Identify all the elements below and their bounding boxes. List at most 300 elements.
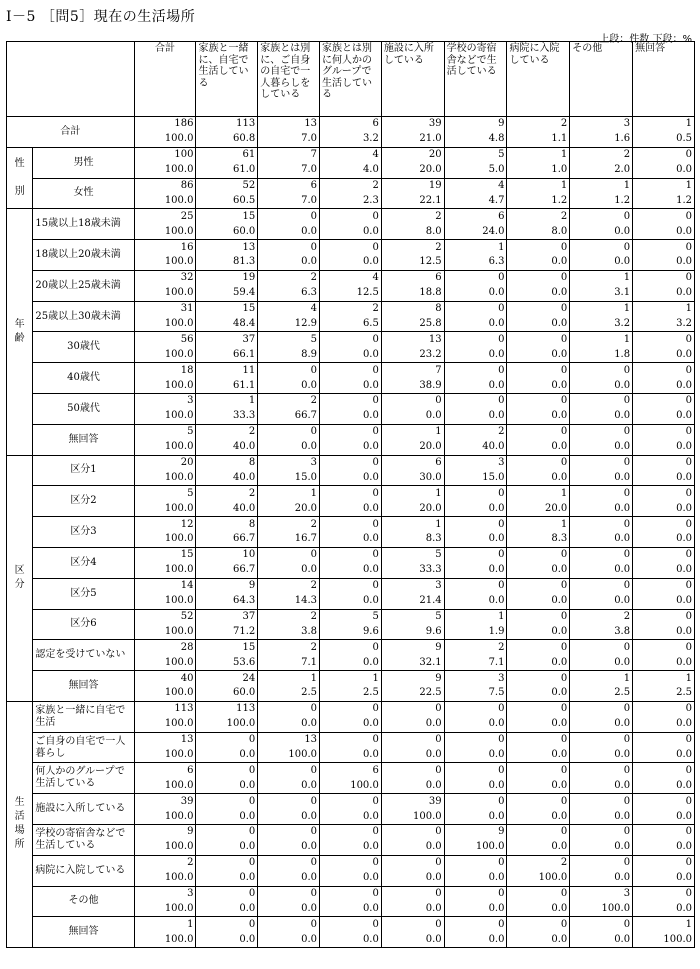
column-header: 無回答 (633, 42, 695, 117)
count-cell: 0 (570, 578, 633, 593)
percent-cell: 18.8 (381, 286, 444, 301)
percent-cell: 1.2 (633, 193, 695, 208)
count-cell: 0 (570, 394, 633, 409)
percent-cell: 7.1 (444, 655, 507, 670)
percent-cell: 0.0 (320, 224, 382, 239)
percent-cell: 33.3 (196, 409, 258, 424)
percent-cell: 9.6 (381, 624, 444, 639)
count-cell: 16 (134, 240, 196, 255)
percent-cell: 0.0 (507, 778, 570, 793)
percent-cell: 0.0 (196, 840, 258, 855)
count-cell: 0 (320, 394, 382, 409)
count-cell: 0 (633, 147, 695, 162)
percent-cell: 0.0 (570, 409, 633, 424)
column-header: その他 (570, 42, 633, 117)
count-cell: 0 (381, 732, 444, 747)
count-cell: 0 (633, 270, 695, 285)
percent-cell: 12.5 (320, 286, 382, 301)
count-cell: 0 (444, 547, 507, 562)
percent-cell: 81.3 (196, 255, 258, 270)
percent-cell: 0.0 (507, 901, 570, 916)
percent-cell: 0.0 (570, 932, 633, 947)
table-row (7, 917, 695, 932)
percent-cell: 0.0 (381, 932, 444, 947)
count-cell: 13 (381, 332, 444, 347)
count-cell: 0 (633, 209, 695, 224)
count-cell: 0 (381, 701, 444, 716)
count-cell: 0 (633, 547, 695, 562)
column-header: 家族とは別に何人かのグループで生活している (320, 42, 382, 117)
percent-cell: 0.0 (320, 809, 382, 824)
percent-cell: 100.0 (134, 440, 196, 455)
percent-cell: 0.0 (196, 748, 258, 763)
category-label-text: 年齢 (14, 318, 25, 344)
count-cell: 0 (633, 701, 695, 716)
count-cell: 13 (258, 117, 320, 132)
count-cell: 32 (134, 270, 196, 285)
percent-cell: 0.0 (507, 440, 570, 455)
percent-cell: 100.0 (134, 840, 196, 855)
count-cell: 0 (570, 209, 633, 224)
count-cell: 0 (444, 270, 507, 285)
count-cell: 0 (570, 640, 633, 655)
percent-cell: 0.0 (444, 317, 507, 332)
count-cell: 2 (320, 178, 382, 193)
percent-cell: 100.0 (134, 501, 196, 516)
percent-cell: 60.8 (196, 132, 258, 147)
count-cell: 0 (444, 578, 507, 593)
percent-cell: 0.0 (444, 778, 507, 793)
percent-cell: 0.0 (320, 347, 382, 362)
percent-cell: 100.0 (134, 163, 196, 178)
crosstab-table (6, 41, 695, 948)
count-cell: 0 (444, 701, 507, 716)
percent-cell: 0.0 (633, 224, 695, 239)
count-cell: 5 (381, 609, 444, 624)
count-cell: 7 (258, 147, 320, 162)
row-label: 25歳以上30歳未満 (33, 301, 134, 332)
count-cell: 2 (134, 855, 196, 870)
percent-cell: 100.0 (134, 624, 196, 639)
row-label: 50歳代 (33, 394, 134, 425)
count-cell: 0 (258, 701, 320, 716)
percent-cell: 0.0 (633, 163, 695, 178)
percent-cell: 15.0 (258, 470, 320, 485)
percent-cell: 0.0 (258, 778, 320, 793)
count-cell: 0 (570, 917, 633, 932)
row-label: 15歳以上18歳未満 (33, 209, 134, 240)
count-cell: 0 (633, 578, 695, 593)
count-cell: 0 (570, 517, 633, 532)
count-cell: 39 (381, 117, 444, 132)
count-cell: 13 (134, 732, 196, 747)
row-label: 18歳以上20歳未満 (33, 240, 134, 271)
table-row (7, 701, 695, 716)
percent-cell: 0.0 (507, 809, 570, 824)
percent-cell: 0.0 (444, 748, 507, 763)
count-cell: 5 (134, 486, 196, 501)
percent-cell: 32.1 (381, 655, 444, 670)
percent-cell: 8.9 (258, 347, 320, 362)
percent-cell: 3.2 (570, 317, 633, 332)
count-cell: 0 (507, 301, 570, 316)
count-cell: 0 (320, 578, 382, 593)
percent-cell: 0.0 (444, 717, 507, 732)
row-label: 20歳以上25歳未満 (33, 270, 134, 301)
count-cell: 28 (134, 640, 196, 655)
count-cell: 0 (633, 363, 695, 378)
count-cell: 0 (320, 332, 382, 347)
percent-cell: 0.0 (570, 378, 633, 393)
percent-cell: 0.0 (444, 871, 507, 886)
percent-cell: 100.0 (320, 778, 382, 793)
count-cell: 2 (258, 270, 320, 285)
count-cell: 0 (507, 578, 570, 593)
row-label: ご自身の自宅で一人暮らし (33, 732, 134, 763)
percent-cell: 0.0 (320, 409, 382, 424)
percent-cell: 100.0 (134, 255, 196, 270)
percent-cell: 0.0 (444, 901, 507, 916)
table-row (7, 609, 695, 624)
percent-cell: 6.5 (320, 317, 382, 332)
percent-cell: 64.3 (196, 594, 258, 609)
percent-cell: 100.0 (134, 809, 196, 824)
count-cell: 20 (134, 455, 196, 470)
percent-cell: 4.8 (444, 132, 507, 147)
count-cell: 0 (444, 486, 507, 501)
percent-cell: 0.0 (633, 901, 695, 916)
count-cell: 0 (320, 640, 382, 655)
count-cell: 0 (507, 671, 570, 686)
percent-cell: 0.0 (381, 717, 444, 732)
percent-cell: 0.0 (320, 901, 382, 916)
percent-cell: 0.0 (570, 840, 633, 855)
percent-cell: 40.0 (196, 470, 258, 485)
count-cell: 0 (507, 394, 570, 409)
percent-cell: 0.0 (196, 871, 258, 886)
count-cell: 1 (570, 332, 633, 347)
count-cell: 2 (381, 240, 444, 255)
percent-cell: 3.2 (633, 317, 695, 332)
table-row (7, 547, 695, 562)
count-cell: 0 (258, 824, 320, 839)
percent-cell: 0.0 (633, 532, 695, 547)
percent-cell: 3.2 (320, 132, 382, 147)
count-cell: 0 (507, 455, 570, 470)
percent-cell: 100.0 (134, 378, 196, 393)
table-row (7, 794, 695, 809)
count-cell: 2 (258, 517, 320, 532)
category-label-text: 生活場所 (14, 797, 25, 851)
table-row (7, 270, 695, 285)
count-cell: 0 (570, 455, 633, 470)
count-cell: 0 (381, 917, 444, 932)
percent-cell: 33.3 (381, 563, 444, 578)
percent-cell: 23.2 (381, 347, 444, 362)
percent-cell: 0.0 (507, 655, 570, 670)
category-label-text: 区分 (14, 565, 25, 591)
percent-cell: 0.0 (570, 501, 633, 516)
count-cell: 9 (381, 671, 444, 686)
count-cell: 0 (507, 363, 570, 378)
count-cell: 5 (381, 547, 444, 562)
count-cell: 7 (381, 363, 444, 378)
percent-cell: 12.5 (381, 255, 444, 270)
count-cell: 2 (258, 640, 320, 655)
count-cell: 2 (258, 578, 320, 593)
percent-cell: 0.0 (258, 809, 320, 824)
percent-cell: 0.0 (507, 624, 570, 639)
count-cell: 186 (134, 117, 196, 132)
percent-cell: 0.0 (507, 748, 570, 763)
count-cell: 1 (633, 917, 695, 932)
count-cell: 39 (381, 794, 444, 809)
percent-cell: 0.0 (570, 778, 633, 793)
count-cell: 0 (320, 547, 382, 562)
count-cell: 8 (381, 301, 444, 316)
count-cell: 2 (381, 209, 444, 224)
percent-cell: 0.0 (320, 932, 382, 947)
percent-cell: 0.0 (633, 594, 695, 609)
count-cell: 0 (444, 917, 507, 932)
percent-cell: 0.0 (507, 409, 570, 424)
count-cell: 0 (196, 855, 258, 870)
percent-cell: 0.0 (570, 255, 633, 270)
count-cell: 0 (444, 301, 507, 316)
percent-cell: 100.0 (134, 286, 196, 301)
row-label: 区分4 (33, 547, 134, 578)
count-cell: 0 (320, 855, 382, 870)
count-cell: 56 (134, 332, 196, 347)
percent-cell: 0.0 (570, 871, 633, 886)
row-label: 無回答 (33, 424, 134, 455)
count-cell: 0 (570, 240, 633, 255)
column-header: 家族とは別に、ご自身の自宅で一人暮らしをしている (258, 42, 320, 117)
column-header: 学校の寄宿舎などで生活している (444, 42, 507, 117)
row-label: 施設に入所している (33, 794, 134, 825)
count-cell: 0 (633, 794, 695, 809)
percent-cell: 8.0 (381, 224, 444, 239)
percent-cell: 20.0 (381, 163, 444, 178)
percent-cell: 22.5 (381, 686, 444, 701)
count-cell: 0 (258, 886, 320, 901)
count-cell: 0 (633, 609, 695, 624)
percent-cell: 0.0 (633, 501, 695, 516)
count-cell: 0 (507, 270, 570, 285)
count-cell: 2 (196, 486, 258, 501)
count-cell: 0 (320, 886, 382, 901)
table-row (7, 640, 695, 655)
percent-cell: 40.0 (196, 501, 258, 516)
count-cell: 0 (320, 424, 382, 439)
count-cell: 2 (258, 394, 320, 409)
count-cell: 0 (444, 855, 507, 870)
percent-cell: 0.0 (570, 440, 633, 455)
count-cell: 4 (444, 178, 507, 193)
percent-cell: 0.0 (444, 594, 507, 609)
count-cell: 1 (507, 147, 570, 162)
percent-cell: 53.6 (196, 655, 258, 670)
percent-cell: 0.0 (320, 440, 382, 455)
count-cell: 0 (258, 855, 320, 870)
count-cell: 5 (258, 332, 320, 347)
percent-cell: 2.5 (633, 686, 695, 701)
percent-cell: 0.5 (633, 132, 695, 147)
count-cell: 1 (633, 117, 695, 132)
percent-cell: 20.0 (258, 501, 320, 516)
percent-cell: 1.2 (507, 193, 570, 208)
count-cell: 12 (134, 517, 196, 532)
percent-cell: 0.0 (444, 286, 507, 301)
count-cell: 0 (570, 701, 633, 716)
count-cell: 19 (196, 270, 258, 285)
count-cell: 8 (196, 517, 258, 532)
count-cell: 0 (320, 240, 382, 255)
row-label: 区分2 (33, 486, 134, 517)
percent-cell: 0.0 (258, 440, 320, 455)
count-cell: 1 (134, 917, 196, 932)
percent-cell: 0.0 (258, 255, 320, 270)
count-cell: 3 (134, 394, 196, 409)
percent-cell: 40.0 (444, 440, 507, 455)
percent-cell: 0.0 (570, 470, 633, 485)
count-cell: 0 (444, 517, 507, 532)
table-row (7, 301, 695, 316)
column-header: 合計 (134, 42, 196, 117)
count-cell: 0 (381, 824, 444, 839)
percent-cell: 61.0 (196, 163, 258, 178)
percent-cell: 0.0 (570, 809, 633, 824)
count-cell: 1 (444, 240, 507, 255)
count-cell: 0 (444, 332, 507, 347)
row-label: 区分6 (33, 609, 134, 640)
count-cell: 4 (258, 301, 320, 316)
percent-cell: 0.0 (633, 809, 695, 824)
count-cell: 31 (134, 301, 196, 316)
percent-cell: 0.0 (444, 532, 507, 547)
percent-cell: 6.3 (444, 255, 507, 270)
total-label: 合計 (7, 117, 135, 148)
percent-cell: 100.0 (134, 532, 196, 547)
percent-cell: 59.4 (196, 286, 258, 301)
percent-cell: 9.6 (320, 624, 382, 639)
header-row (7, 42, 695, 117)
percent-cell: 0.0 (633, 286, 695, 301)
percent-cell: 48.4 (196, 317, 258, 332)
count-cell: 2 (507, 209, 570, 224)
count-cell: 6 (258, 178, 320, 193)
count-cell: 39 (134, 794, 196, 809)
percent-cell: 0.0 (633, 748, 695, 763)
percent-cell: 0.0 (320, 655, 382, 670)
count-cell: 0 (196, 824, 258, 839)
count-cell: 0 (320, 209, 382, 224)
count-cell: 0 (633, 640, 695, 655)
row-label: その他 (33, 886, 134, 917)
percent-cell: 8.3 (381, 532, 444, 547)
count-cell: 15 (196, 209, 258, 224)
category-label (7, 455, 33, 701)
percent-cell: 20.0 (381, 501, 444, 516)
count-cell: 0 (570, 363, 633, 378)
percent-cell: 0.0 (633, 440, 695, 455)
count-cell: 1 (633, 671, 695, 686)
category-label (7, 701, 33, 947)
percent-cell: 100.0 (134, 594, 196, 609)
count-cell: 0 (196, 917, 258, 932)
percent-cell: 7.1 (258, 655, 320, 670)
unit-note: 上段：件数 下段：% (599, 34, 692, 45)
count-cell: 0 (258, 363, 320, 378)
percent-cell: 16.7 (258, 532, 320, 547)
count-cell: 0 (320, 517, 382, 532)
count-cell: 2 (444, 640, 507, 655)
percent-cell: 60.0 (196, 224, 258, 239)
count-cell: 5 (320, 609, 382, 624)
percent-cell: 0.0 (444, 501, 507, 516)
table-row (7, 117, 695, 132)
percent-cell: 24.0 (444, 224, 507, 239)
count-cell: 0 (507, 609, 570, 624)
count-cell: 0 (633, 486, 695, 501)
percent-cell: 0.0 (320, 470, 382, 485)
count-cell: 0 (633, 240, 695, 255)
percent-cell: 66.7 (258, 409, 320, 424)
percent-cell: 71.2 (196, 624, 258, 639)
count-cell: 0 (507, 640, 570, 655)
percent-cell: 100.0 (134, 717, 196, 732)
count-cell: 1 (258, 671, 320, 686)
count-cell: 25 (134, 209, 196, 224)
count-cell: 0 (196, 794, 258, 809)
count-cell: 0 (633, 886, 695, 901)
count-cell: 0 (507, 240, 570, 255)
percent-cell: 0.0 (507, 594, 570, 609)
count-cell: 0 (507, 732, 570, 747)
percent-cell: 0.0 (633, 347, 695, 362)
count-cell: 2 (570, 147, 633, 162)
percent-cell: 100.0 (134, 932, 196, 947)
count-cell: 2 (444, 424, 507, 439)
row-label: 病院に入院している (33, 855, 134, 886)
percent-cell: 1.0 (507, 163, 570, 178)
table-row (7, 732, 695, 747)
percent-cell: 0.0 (320, 871, 382, 886)
count-cell: 2 (196, 424, 258, 439)
count-cell: 0 (507, 763, 570, 778)
percent-cell: 0.0 (320, 594, 382, 609)
count-cell: 9 (444, 117, 507, 132)
count-cell: 6 (134, 763, 196, 778)
count-cell: 0 (507, 886, 570, 901)
percent-cell: 0.0 (507, 347, 570, 362)
count-cell: 0 (507, 917, 570, 932)
count-cell: 3 (570, 886, 633, 901)
percent-cell: 100.0 (258, 748, 320, 763)
count-cell: 6 (444, 209, 507, 224)
percent-cell: 100.0 (134, 563, 196, 578)
count-cell: 15 (196, 301, 258, 316)
percent-cell: 1.8 (570, 347, 633, 362)
count-cell: 2 (258, 609, 320, 624)
row-label: 家族と一緒に自宅で生活 (33, 701, 134, 732)
count-cell: 3 (570, 117, 633, 132)
percent-cell: 0.0 (507, 470, 570, 485)
count-cell: 0 (570, 732, 633, 747)
row-label: 男性 (33, 147, 134, 178)
count-cell: 0 (507, 824, 570, 839)
category-label-text: 性別 (14, 158, 25, 198)
